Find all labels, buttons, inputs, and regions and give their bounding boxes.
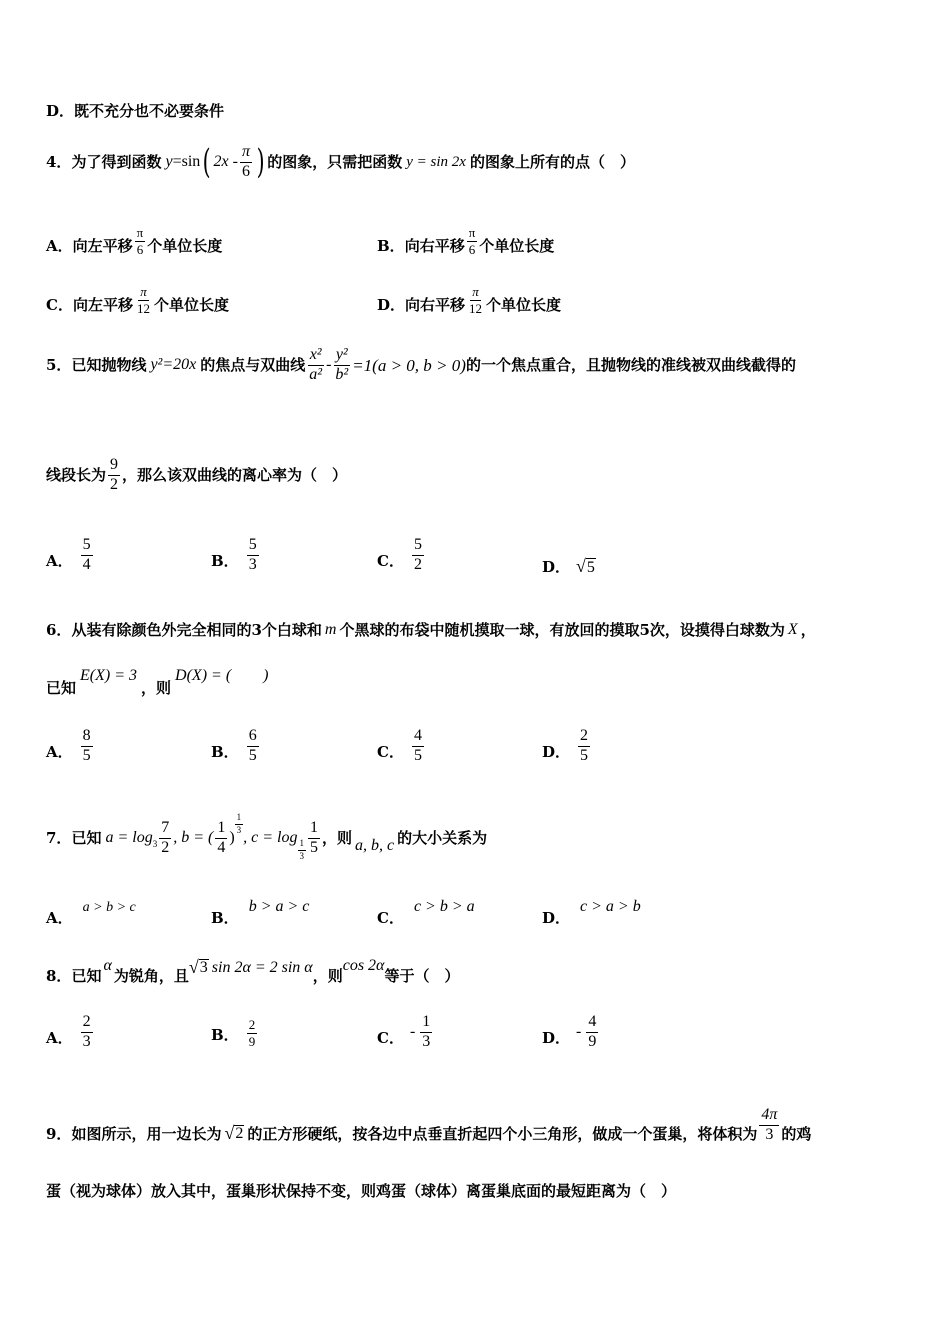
q8-option-d-frac	[586, 1014, 598, 1051]
q4-text-b: 的图象，只需把函数	[267, 152, 403, 171]
q7-b-def: , b = (	[173, 829, 214, 846]
q5-option-c-num: 5	[412, 537, 424, 556]
q4-option-a-post: 个单位长度	[147, 237, 223, 256]
q6-option-c-den: 5	[413, 746, 422, 764]
q7-option-b-label: B．	[211, 909, 239, 927]
q7-c-base-den: 3	[299, 850, 304, 861]
q4-target-frac-num: π	[240, 144, 252, 163]
q3-option-d: D．既不充分也不必要条件	[46, 102, 225, 120]
q4-option-d-num: π	[472, 284, 479, 299]
q5-option-b-label: B．	[211, 551, 239, 570]
q4-source-func: y = sin 2x	[406, 153, 466, 170]
q4-option-c	[46, 285, 229, 315]
q4-target-frac	[240, 144, 252, 181]
radical-icon: √	[188, 957, 199, 977]
q4-text-c: 的图象上所有的点（ ）	[469, 152, 635, 171]
q6-option-d	[542, 728, 592, 765]
q7-stem	[46, 810, 487, 866]
q7-b-num: 1	[215, 820, 227, 839]
q6-option-b	[211, 728, 261, 765]
q4-option-c-den: 12	[136, 300, 150, 316]
q5-hyp-y: y²	[334, 347, 350, 366]
q9-sqrt2	[224, 1124, 244, 1142]
q5-seg-frac	[108, 457, 120, 494]
q7-a-frac	[159, 820, 171, 857]
q5-number: 5．	[46, 355, 72, 374]
q7-option-d-expr: c > a > b	[580, 898, 641, 915]
q7-b-den: 4	[217, 838, 226, 856]
q8-cos: cos 2α	[342, 957, 385, 974]
q6-comma: ，	[800, 620, 816, 639]
q7-text-c: 的大小关系为	[397, 828, 488, 847]
q8-equation: sin 2α = 2 sin α	[211, 959, 313, 976]
q4-option-b-num: π	[468, 225, 476, 240]
q4-option-b-label: B．	[377, 237, 405, 256]
q7-c-num: 1	[308, 820, 320, 839]
q5-minus: -	[326, 356, 332, 373]
q5-hyp-y-frac	[333, 347, 350, 384]
q7-option-c-label: C．	[377, 909, 404, 927]
q4-target-inner: 2x -	[213, 153, 238, 170]
q4-option-a	[46, 226, 222, 256]
q4-option-a-frac	[135, 226, 146, 256]
q8-text-c: ，则	[312, 967, 343, 985]
q6-text-b: 个黑球的布袋中随机摸取一球，有放回的摸取5次，设摸得白球数为	[339, 620, 785, 639]
q6-variance: D(X) = ( )	[175, 667, 269, 684]
q7-c-def: , c = log	[243, 829, 298, 846]
q7-text-b: ，则	[322, 828, 353, 847]
q5-text-b: 的焦点与双曲线	[200, 355, 306, 374]
q6-option-c-frac	[412, 728, 424, 765]
q4-target-lhs: y	[165, 153, 173, 170]
q4-option-a-label: A．	[46, 237, 73, 256]
q4-left-paren: (	[202, 142, 211, 182]
q4-option-b-pre: 向右平移	[404, 237, 465, 256]
q8-option-b-den: 9	[248, 1033, 256, 1049]
q5-hyp-x: x²	[308, 347, 324, 366]
q6-number: 6．	[46, 620, 72, 639]
q7-abc: a, b, c	[355, 837, 395, 854]
q6-option-a-num: 8	[81, 728, 93, 747]
q6-stem-line2	[46, 668, 268, 696]
q4-target-frac-den: 6	[241, 162, 250, 180]
q5-parabola: y²=20x	[150, 356, 197, 373]
q4-option-d	[377, 285, 561, 315]
q7-c-base	[298, 839, 307, 861]
q9-volume-den: 3	[765, 1126, 774, 1144]
q4-option-c-num: π	[140, 284, 147, 299]
q8-option-a-num: 2	[81, 1014, 93, 1033]
q8-option-a-label: A．	[46, 1028, 73, 1047]
q8-option-d	[542, 1014, 600, 1051]
q8-option-b-frac	[247, 1018, 258, 1048]
q4-option-c-label: C．	[46, 296, 73, 315]
q5-text-c: 的一个焦点重合，且抛物线的准线被双曲线截得的	[465, 355, 796, 374]
q8-stem	[46, 954, 459, 984]
q9-text-c: 的鸡	[781, 1125, 812, 1143]
q5-option-a	[46, 537, 95, 574]
q5-stem	[46, 342, 796, 388]
q6-option-b-num: 6	[247, 728, 259, 747]
q4-option-b-post: 个单位长度	[479, 237, 555, 256]
q6-line2-a: 已知	[46, 679, 77, 697]
q7-option-c	[377, 895, 475, 927]
q5-option-c-frac	[412, 537, 424, 574]
q7-a-num: 7	[159, 820, 171, 839]
q5-option-d-label: D．	[542, 558, 571, 576]
q4-option-d-pre: 向右平移	[405, 296, 466, 315]
q5-option-a-label: A．	[46, 551, 73, 570]
q4-option-b-den: 6	[468, 241, 476, 257]
q5-option-d-radicand: 5	[586, 559, 595, 576]
q9-sqrt2-radicand: 2	[235, 1125, 244, 1142]
q7-option-d-label: D．	[542, 909, 571, 927]
q4-option-d-den: 12	[469, 300, 483, 316]
q7-c-frac	[308, 820, 320, 857]
q6-option-b-label: B．	[211, 742, 239, 761]
q8-option-b	[211, 1018, 259, 1048]
q4-option-a-num: π	[136, 225, 144, 240]
q7-option-a-expr: a > b > c	[82, 900, 136, 915]
q8-number: 8．	[46, 967, 72, 985]
q8-text-b: 为锐角，且	[113, 967, 189, 985]
q7-option-b	[211, 895, 310, 927]
q7-option-a	[46, 895, 136, 927]
q8-option-c	[377, 1014, 434, 1051]
q7-b-exp-den: 3	[236, 824, 242, 835]
q5-stem-line2	[46, 452, 347, 498]
q9-volume-frac	[759, 1107, 779, 1144]
q8-option-d-num: 4	[586, 1014, 598, 1033]
q5-text-a: 已知抛物线	[71, 355, 147, 374]
q6-x: X	[787, 621, 798, 638]
q6-option-a-den: 5	[82, 746, 91, 764]
q6-option-d-den: 5	[580, 746, 589, 764]
q7-text-a: 已知	[71, 828, 102, 847]
q6-stem	[46, 620, 816, 640]
q5-option-a-den: 4	[82, 555, 91, 573]
q5-option-c	[377, 537, 426, 574]
q9-number: 9．	[46, 1125, 72, 1143]
q6-line2-b: ，则	[141, 679, 172, 697]
q5-option-b-num: 5	[247, 537, 259, 556]
q6-text-a: 从装有除颜色外完全相同的3个白球和	[71, 620, 322, 639]
q8-option-d-sign: -	[576, 1023, 582, 1041]
q9-volume-num: 4π	[759, 1107, 779, 1126]
q8-option-b-num: 2	[248, 1017, 256, 1032]
q5-hyp-rest: =1(a > 0, b > 0)	[352, 355, 466, 375]
q8-text-d: 等于（ ）	[384, 967, 460, 985]
q7-a-def: a = log	[105, 829, 153, 846]
q5-hyp-x-frac	[307, 347, 324, 384]
q7-b-exponent	[235, 813, 244, 835]
q8-option-c-frac	[420, 1014, 432, 1051]
q8-sqrt3	[189, 958, 209, 976]
q7-number: 7．	[46, 828, 72, 847]
q4-option-c-frac	[135, 285, 152, 315]
q6-option-d-num: 2	[578, 728, 590, 747]
q6-option-a-label: A．	[46, 742, 73, 761]
radical-icon: √	[576, 556, 586, 576]
q5-hyp-b: b²	[335, 365, 349, 383]
q7-option-c-expr: c > b > a	[413, 898, 475, 915]
q6-option-a-frac	[81, 728, 93, 765]
q8-option-c-label: C．	[377, 1028, 404, 1047]
q5-option-b-den: 3	[248, 555, 257, 573]
q4-option-d-post: 个单位长度	[486, 296, 562, 315]
q4-stem	[46, 140, 635, 184]
q9-text-b: 的正方形硬纸，按各边中点垂直折起四个小三角形，做成一个蛋巢，将体积为	[247, 1125, 758, 1143]
radical-icon: √	[224, 1123, 235, 1143]
q6-option-b-frac	[247, 728, 259, 765]
q6-option-d-frac	[578, 728, 590, 765]
q8-option-a	[46, 1014, 95, 1051]
q4-option-d-frac	[467, 285, 484, 315]
q5-option-b	[211, 537, 261, 574]
q6-option-d-label: D．	[542, 742, 571, 761]
q9-stem-line2: 蛋（视为球体）放入其中，蛋巢形状保持不变，则鸡蛋（球体）离蛋巢底面的最短距离为（ ）	[46, 1182, 677, 1200]
q8-option-a-frac	[81, 1014, 93, 1051]
q7-option-b-expr: b > a > c	[248, 898, 310, 915]
q7-b-close: )	[229, 829, 235, 846]
q8-option-a-den: 3	[82, 1032, 91, 1050]
q7-option-d	[542, 895, 641, 927]
q4-option-a-den: 6	[136, 241, 144, 257]
q4-option-d-label: D．	[377, 296, 406, 315]
q9-stem	[46, 1098, 811, 1142]
q8-option-c-sign: -	[409, 1023, 416, 1041]
q7-a-base: 3	[152, 838, 158, 849]
q4-target-sin: =sin	[172, 153, 201, 170]
q4-text-a: 为了得到函数	[71, 152, 162, 171]
q8-text-a: 已知	[71, 967, 102, 985]
q5-seg-num: 9	[108, 457, 120, 476]
q7-b-frac	[215, 820, 227, 857]
q6-m: m	[324, 621, 337, 638]
q6-option-a	[46, 728, 95, 765]
q7-option-a-label: A．	[46, 909, 73, 927]
q6-option-c	[377, 728, 426, 765]
q6-option-c-num: 4	[412, 728, 424, 747]
q7-a-den: 2	[161, 838, 170, 856]
q8-sqrt3-radicand: 3	[199, 959, 208, 976]
q5-option-c-label: C．	[377, 551, 404, 570]
q8-option-d-label: D．	[542, 1028, 571, 1047]
q5-option-d	[542, 556, 596, 577]
q7-c-base-num: 1	[298, 839, 307, 850]
q4-number: 4．	[46, 152, 72, 171]
q4-option-b	[377, 226, 554, 256]
q5-line2-b: ，那么该双曲线的离心率为（ ）	[122, 465, 348, 484]
q5-option-a-frac	[81, 537, 93, 574]
q5-line2-a: 线段长为	[46, 465, 107, 484]
q5-hyp-a: a²	[309, 365, 323, 383]
q4-option-a-pre: 向左平移	[72, 237, 133, 256]
q8-alpha: α	[103, 957, 112, 974]
q4-option-c-post: 个单位长度	[153, 296, 229, 315]
q4-option-c-pre: 向左平移	[72, 296, 133, 315]
q6-expectation: E(X) = 3	[80, 667, 138, 684]
q6-option-b-den: 5	[248, 746, 257, 764]
q9-text-a: 如图所示，用一边长为	[71, 1125, 222, 1143]
q8-option-c-den: 3	[422, 1032, 431, 1050]
q8-option-d-den: 9	[588, 1032, 597, 1050]
q5-option-a-num: 5	[81, 537, 93, 556]
q5-option-d-sqrt	[576, 556, 596, 577]
q4-option-b-frac	[467, 226, 478, 256]
q5-seg-den: 2	[110, 475, 119, 493]
q4-right-paren: )	[256, 142, 265, 182]
q6-option-c-label: C．	[377, 742, 404, 761]
q7-c-den: 5	[310, 838, 318, 856]
q5-option-c-den: 2	[413, 555, 422, 573]
q8-option-b-label: B．	[211, 1026, 239, 1045]
q8-option-c-num: 1	[420, 1014, 432, 1033]
q7-b-exp-num: 1	[235, 813, 244, 824]
q5-option-b-frac	[247, 537, 259, 574]
